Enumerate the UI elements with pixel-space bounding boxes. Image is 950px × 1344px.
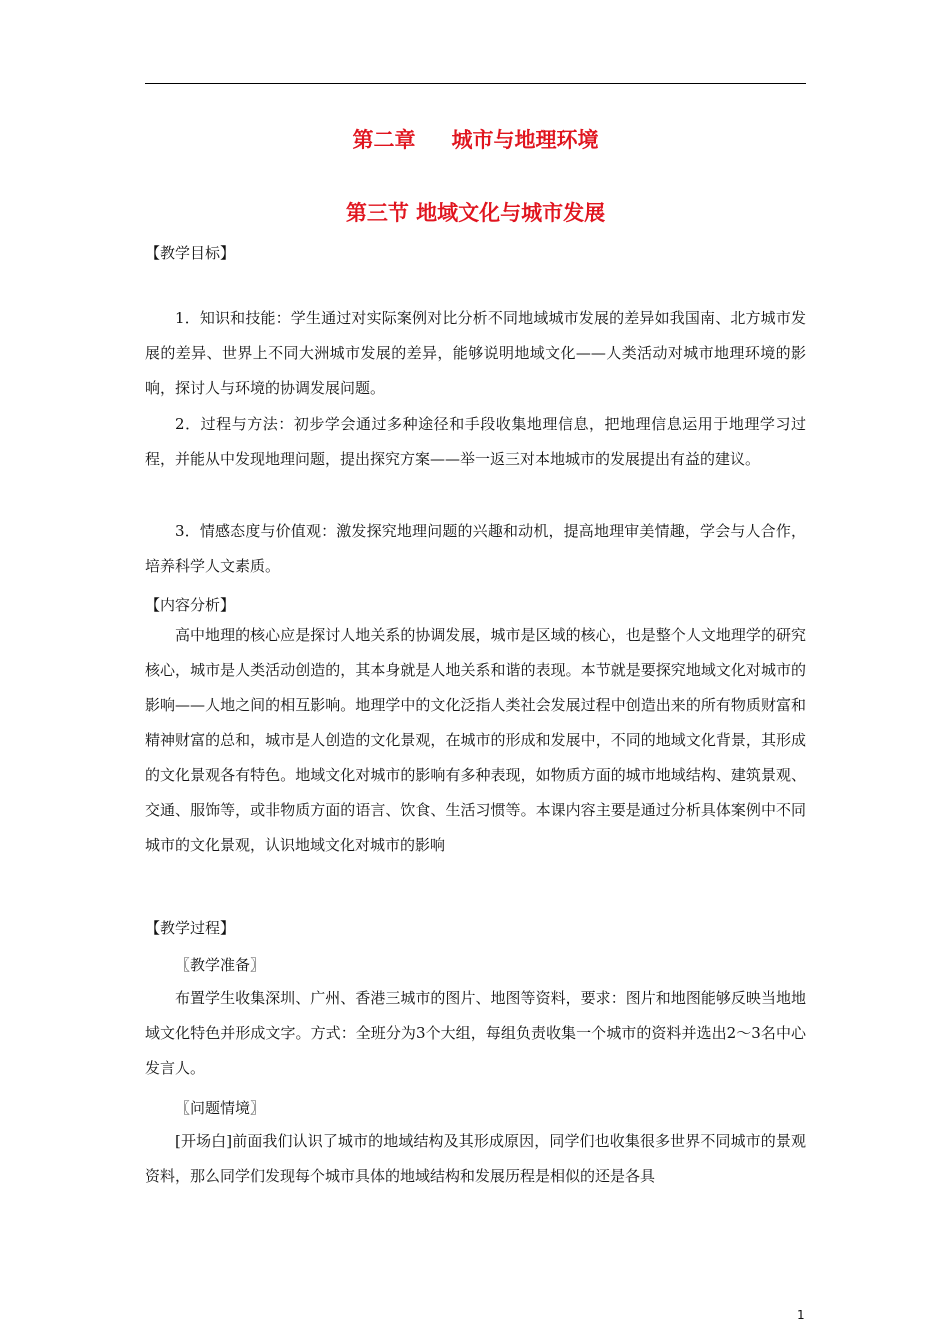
analysis-paragraph: 高中地理的核心应是探讨人地关系的协调发展，城市是区域的核心，也是整个人文地理学的研究核心，城市是人类活动创造的，其本身就是人地关系和谐的表现。本节就是要探究地域文化对城市的影响——人地之间的相互影响。地理学中的文化泛指人类社会发展过程中创造出来的所有物质财富和精神财富的总和，城市是人创造的文化景观，在城市的形成和发展中，不同的地域文化背景，其形成的文化景观各有特色。地域文化对城市的影响有多种表现，如物质方面的城市地域结构、建筑景观、交通、服饰等，或非物质方面的语言、饮食、生活习惯等。本课内容主要是通过分析具体案例中不同城市的文化景观，认识地域文化对城市的影响 <box>145 626 806 854</box>
process-heading: 【教学过程】 <box>145 919 236 937</box>
objective-item-2: 2．过程与方法：初步学会通过多种途径和手段收集地理信息，把地理信息运用于地理学习过程，并能从中发现地理问题，提出探究方案——举一返三对本地城市的发展提出有益的建议。 <box>145 415 806 468</box>
header-rule <box>145 83 806 84</box>
prep-paragraph: 布置学生收集深圳、广州、香港三城市的图片、地图等资料，要求：图片和地图能够反映当地地域文化特色并形成文字。方式：全班分为3个大组，每组负责收集一个城市的资料并选出2～3名中心发言人。 <box>145 989 806 1077</box>
prep-heading: 〖教学准备〗 <box>175 956 266 974</box>
situation-paragraph: [开场白]前面我们认识了城市的地域结构及其形成原因，同学们也收集很多世界不同城市的景观资料，那么同学们发现每个城市具体的地域结构和发展历程是相似的还是各具 <box>145 1132 806 1185</box>
analysis-heading: 【内容分析】 <box>145 596 236 614</box>
objective-item-3: 3．情感态度与价值观：激发探究地理问题的兴趣和动机，提高地理审美情趣，学会与人合作，培养科学人文素质。 <box>145 522 806 575</box>
page-number: 1 <box>797 1308 805 1322</box>
objective-item-1: 1．知识和技能：学生通过对实际案例对比分析不同地域城市发展的差异如我国南、北方城市发展的差异、世界上不同大洲城市发展的差异，能够说明地域文化——人类活动对城市地理环境的影响，探讨人与环境的协调发展问题。 <box>145 309 806 397</box>
situation-heading: 〖问题情境〗 <box>175 1099 266 1117</box>
chapter-title <box>145 124 806 154</box>
objectives-heading: 【教学目标】 <box>145 244 236 262</box>
chapter-number: 第二章 <box>352 128 416 152</box>
chapter-name: 城市与地理环境 <box>451 128 599 152</box>
section-title: 第三节 地域文化与城市发展 <box>345 201 606 225</box>
